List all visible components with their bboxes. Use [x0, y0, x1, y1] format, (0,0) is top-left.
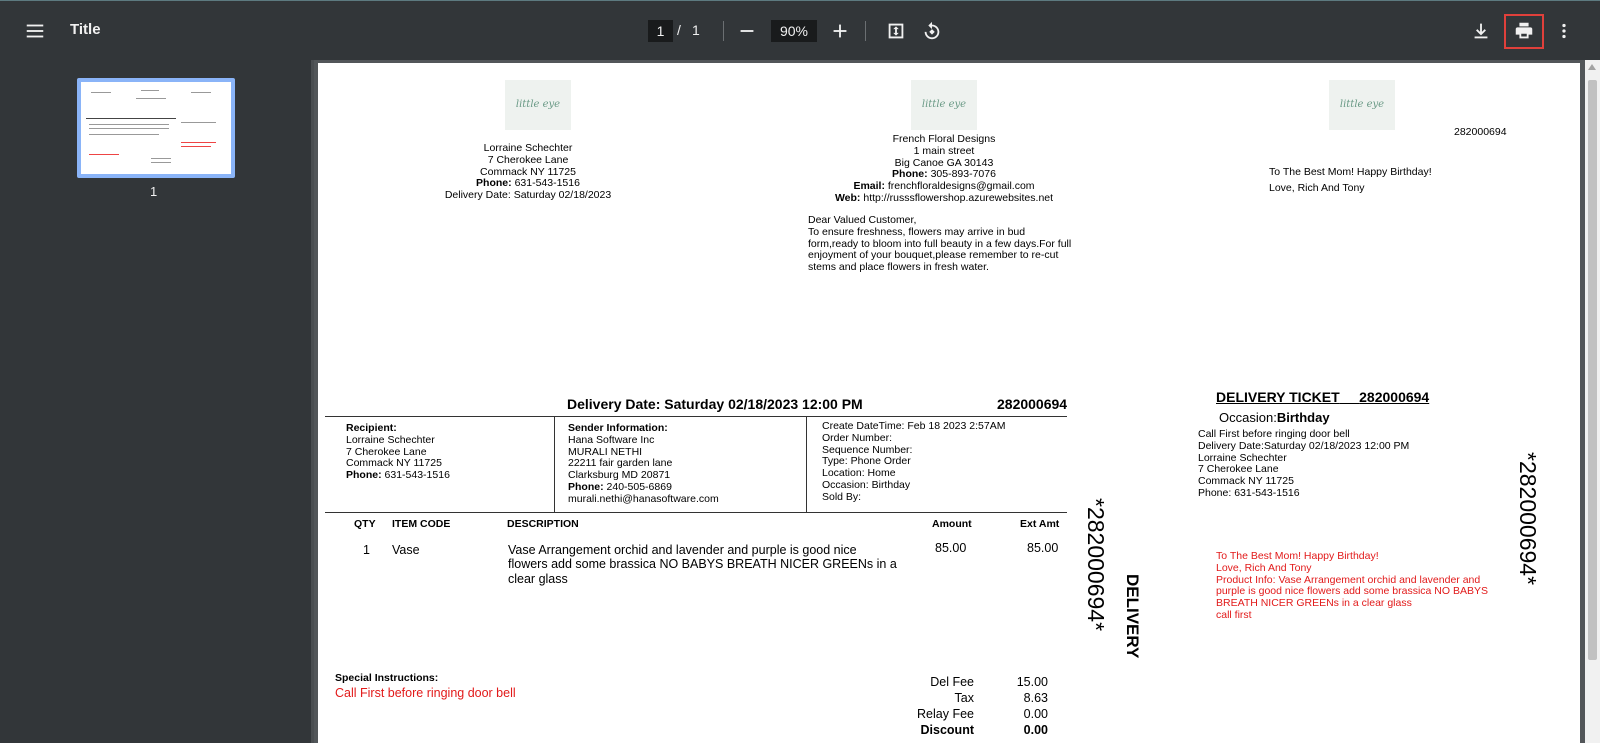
item-amount: 85.00	[935, 541, 967, 555]
special-instructions-label: Special Instructions:	[335, 672, 439, 684]
item-qty: 1	[363, 543, 370, 557]
fee-label: Discount	[920, 723, 974, 737]
fee-label: Relay Fee	[917, 707, 974, 721]
recipient-line: 7 Cherokee Lane	[346, 445, 427, 458]
letter-line: stems and place flowers in fresh water.	[808, 261, 989, 273]
letter-line: Dear Valued Customer,	[808, 214, 917, 226]
table-top-rule	[325, 416, 1067, 417]
shop-line: French Floral Designs	[892, 133, 996, 145]
vertical-scrollbar[interactable]	[1585, 60, 1600, 743]
product-info-line: purple is good nice flowers add some brassica NO BABYS	[1216, 585, 1488, 598]
col-ext-amt: Ext Amt	[1020, 518, 1060, 530]
barcode-text-right: *282000694*	[1515, 452, 1541, 586]
shop-logo	[1329, 80, 1395, 130]
fee-value: 0.00	[1023, 707, 1048, 721]
description-line: flowers add some brassica NO BABYS BREATH NICER GREENs in a	[508, 557, 897, 572]
print-icon	[1513, 20, 1535, 42]
more-options-button[interactable]	[1546, 13, 1582, 49]
ticket-line: Call First before ringing door bell	[1198, 428, 1350, 440]
address-line: Lorraine Schechter	[483, 142, 573, 154]
print-button[interactable]	[1506, 13, 1542, 49]
zoom-out-button[interactable]	[729, 13, 765, 49]
shop-info	[804, 134, 1084, 205]
pdf-page	[318, 63, 1580, 743]
toolbar-divider	[865, 21, 866, 41]
table-mid-rule	[325, 512, 1067, 513]
sender-line: Clarksburg MD 20871	[568, 469, 671, 481]
meta-line: Occasion: Birthday	[822, 478, 911, 491]
shop-logo	[505, 80, 571, 130]
sender-phone: Phone: 240-505-6869	[568, 480, 672, 493]
scrollbar-thumb[interactable]	[1588, 80, 1597, 660]
meta-line: Type: Phone Order	[822, 455, 911, 468]
ticket-card-message	[1216, 551, 1506, 622]
fee-label: Del Fee	[930, 675, 974, 689]
customer-delivery-date: Delivery Date: Saturday 02/18/2023	[444, 189, 612, 201]
order-meta	[822, 421, 1062, 503]
document-title: Title	[70, 21, 101, 38]
download-icon	[1470, 20, 1492, 42]
card-message	[1269, 167, 1529, 195]
more-vert-icon	[1553, 20, 1575, 42]
sender-line: MURALI NETHI	[568, 445, 643, 458]
delivery-ticket-heading: DELIVERY TICKET 282000694	[1216, 389, 1430, 405]
ticket-line: 7 Cherokee Lane	[1198, 463, 1279, 476]
sender-info-label: Sender Information:	[568, 422, 668, 434]
col-amount: Amount	[932, 518, 972, 530]
customer-letter	[808, 215, 1108, 274]
letter-line: enjoyment of your bouquet,please remember to re-cut	[808, 249, 1059, 262]
page-separator: /	[677, 22, 681, 38]
description-line: Vase Arrangement orchid and lavender and purple is good nice	[508, 543, 857, 557]
toolbar-divider	[723, 21, 724, 41]
menu-icon	[24, 20, 46, 42]
col-qty: QTY	[354, 518, 376, 530]
col-description: DESCRIPTION	[507, 518, 579, 530]
special-instructions-text: Call First before ringing door bell	[335, 686, 516, 700]
rotate-icon	[921, 20, 943, 42]
meta-line: Create DateTime: Feb 18 2023 2:57AM	[822, 420, 1006, 432]
logo-text: little eye	[921, 99, 967, 111]
recipient-phone: Phone: 631-543-1516	[346, 469, 450, 481]
download-button[interactable]	[1463, 13, 1499, 49]
col-item-code: ITEM CODE	[392, 518, 451, 530]
product-info-line: Product Info: Vase Arrangement orchid and lavender and	[1216, 573, 1481, 586]
recipient-line: Commack NY 11725	[346, 457, 442, 470]
meta-line: Sequence Number:	[822, 443, 913, 456]
shop-phone: Phone: 305-893-7076	[892, 168, 996, 181]
shop-logo	[911, 80, 977, 130]
recipient-label: Recipient:	[346, 422, 397, 434]
minus-icon	[736, 20, 758, 42]
sender-info-block	[568, 423, 798, 505]
delivery-vertical-label: DELIVERY	[1123, 574, 1142, 659]
shop-web: Web: http://russsflowershop.azurewebsites.net	[834, 191, 1054, 204]
menu-button[interactable]	[17, 13, 53, 49]
address-line: Commack NY 11725	[480, 165, 576, 178]
card-line: To The Best Mom! Happy Birthday!	[1269, 166, 1432, 178]
fee-row	[878, 674, 1048, 738]
shop-line: 1 main street	[913, 144, 975, 157]
page-thumbnail[interactable]	[77, 78, 235, 178]
item-code: Vase	[392, 543, 420, 557]
fit-page-icon	[885, 20, 907, 42]
ticket-occasion: Occasion:Birthday	[1219, 410, 1330, 425]
customer-phone: Phone: 631-543-1516	[476, 177, 580, 190]
barcode-text: *282000694*	[1083, 498, 1109, 632]
logo-text: little eye	[1339, 99, 1385, 111]
thumbnail-page-number: 1	[150, 184, 158, 199]
rotate-button[interactable]	[914, 13, 950, 49]
ticket-date: Delivery Date:Saturday 02/18/2023 12:00 PM	[1198, 439, 1410, 452]
recipient-block	[346, 423, 546, 482]
item-ext-amount: 85.00	[1027, 541, 1059, 555]
fit-page-button[interactable]	[878, 13, 914, 49]
meta-line: Order Number:	[822, 431, 893, 444]
fee-label: Tax	[954, 691, 974, 705]
column-rule	[554, 416, 555, 512]
delivery-date-heading: Delivery Date: Saturday 02/18/2023 12:00 PM	[567, 396, 863, 412]
shop-line: Big Canoe GA 30143	[894, 156, 994, 169]
description-line: clear glass	[508, 571, 568, 586]
logo-text: little eye	[515, 99, 561, 111]
meta-line: Location: Home	[822, 467, 896, 479]
sender-line: 22211 fair garden lane	[568, 457, 673, 470]
ticket-line: Lorraine Schechter	[1198, 451, 1287, 464]
ticket-details	[1198, 429, 1498, 500]
ticket-card-line: Love, Rich And Tony	[1216, 561, 1312, 574]
top-order-number: 282000694	[1454, 126, 1507, 138]
card-line: Love, Rich And Tony	[1269, 181, 1365, 194]
meta-line: Sold By:	[822, 490, 862, 503]
sender-line: Hana Software Inc	[568, 433, 655, 446]
page-number-input[interactable]	[648, 20, 673, 42]
product-info-line: BREATH NICER GREENs in a clear glass	[1216, 597, 1412, 609]
plus-icon	[829, 20, 851, 42]
fee-value: 0.00	[1023, 723, 1048, 737]
product-info-line: call first	[1216, 608, 1252, 621]
customer-address	[428, 143, 628, 202]
fee-value: 8.63	[1023, 691, 1048, 705]
zoom-input[interactable]	[771, 20, 817, 42]
sender-email: murali.nethi@hanasoftware.com	[568, 492, 719, 505]
address-line: 7 Cherokee Lane	[487, 153, 569, 166]
fee-value: 15.00	[1016, 675, 1048, 689]
letter-line: To ensure freshness, flowers may arrive in bud	[808, 225, 1026, 238]
shop-email: Email: frenchfloraldesigns@gmail.com	[853, 180, 1035, 192]
recipient-line: Lorraine Schechter	[346, 433, 435, 446]
thumbnail-sidebar	[0, 60, 314, 743]
ticket-line: Commack NY 11725	[1198, 475, 1294, 487]
page-total: 1	[692, 22, 700, 38]
ticket-card-line: To The Best Mom! Happy Birthday!	[1216, 550, 1379, 562]
letter-line: form,ready to bloom into full beauty in a few days.For full	[808, 237, 1072, 250]
scroll-up-arrow[interactable]	[1588, 64, 1596, 70]
pdf-toolbar	[0, 0, 1600, 60]
ticket-phone: Phone: 631-543-1516	[1198, 486, 1300, 499]
order-number: 282000694	[997, 396, 1068, 412]
item-description	[508, 543, 918, 586]
zoom-in-button[interactable]	[822, 13, 858, 49]
column-rule	[806, 416, 807, 512]
